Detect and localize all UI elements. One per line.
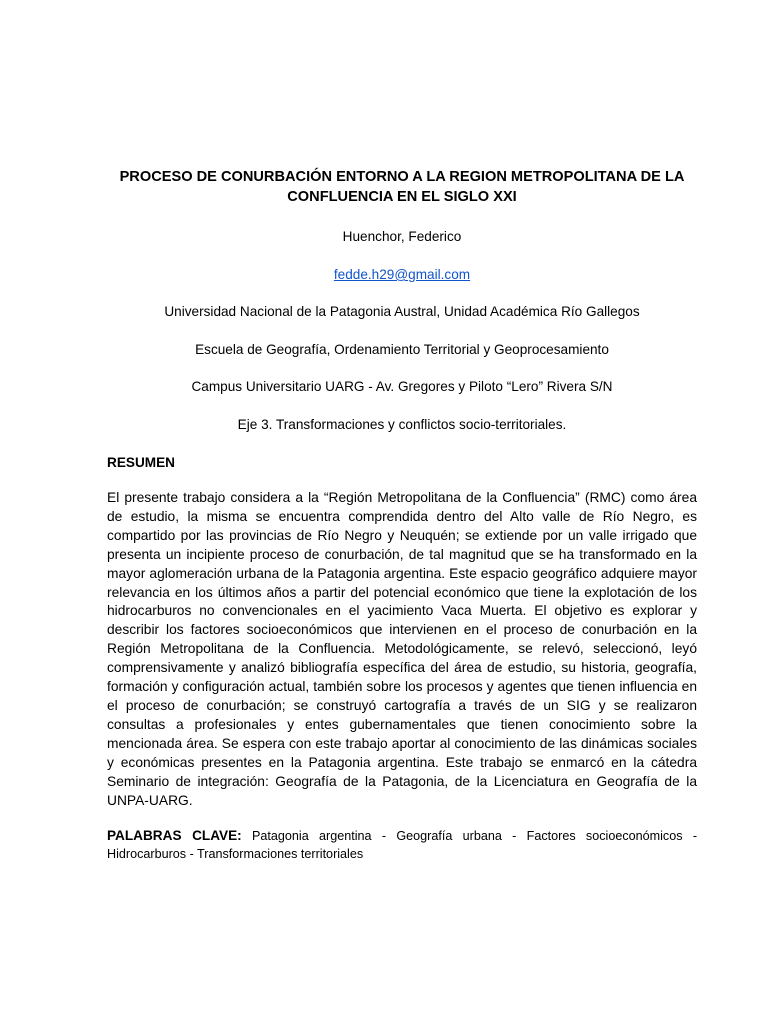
abstract-body: El presente trabajo considera a la “Región Metropolitana de la Confluencia” (RMC) como área de estudio, la misma se encuentra comprendida dentro del Alto valle de Río Negro, es compartido por las provincias de Río Negro y Neuquén; se extiende por un valle irrigado que presenta un incipiente proceso de conurbación, de tal magnitud que se ha transformado en la mayor aglomeración urbana de la Patagonia argentina. Este espacio geográfico adquiere mayor relevancia en los últimos años a partir del potencial económico que tiene la explotación de los hidrocarburos no convencionales en el yacimiento Vaca Muerta. El objetivo es explorar y describir los factores socioeconómicos que intervienen en el proceso de conurbación en la Región Metropolitana de la Confluencia. Metodológicamente, se relevó, seleccionó, leyó comprensivamente y analizó bibliografía específica del área de estudio, su historia, geografía, formación y configuración actual, también sobre los procesos y agentes que tienen influencia en el proceso de conurbación; se construyó cartografía a través de un SIG y se realizaron consultas a profesionales y entes gubernamentales que tienen conocimiento sobre la mencionada área. Se espera con este trabajo aportar al conocimiento de las dinámicas sociales y económicas presentes en la Patagonia argentina. Este trabajo se enmarcó en la cátedra Seminario de integración: Geografía de la Patagonia, de la Licenciatura en Geografía de la UNPA-UARG.	[107, 490, 697, 808]
paper-title: PROCESO DE CONURBACIÓN ENTORNO A LA REGION METROPOLITANA DE LA CONFLUENCIA EN EL SIGLO XXI	[119, 169, 685, 205]
author-email-link[interactable]: fedde.h29@gmail.com	[333, 267, 471, 282]
author-email-line	[107, 266, 697, 284]
thematic-axis: Eje 3. Transformaciones y conflictos socio-territoriales.	[237, 417, 567, 432]
affiliation-school: Escuela de Geografía, Ordenamiento Territorial y Geoprocesamiento	[195, 342, 609, 357]
affiliation-university: Universidad Nacional de la Patagonia Austral, Unidad Académica Río Gallegos	[164, 304, 640, 319]
affiliation-campus: Campus Universitario UARG - Av. Gregores y Piloto “Lero” Rivera S/N	[191, 379, 613, 394]
keywords-label: PALABRAS CLAVE:	[107, 828, 242, 843]
author-name: Huenchor, Federico	[342, 229, 462, 244]
abstract-heading: RESUMEN	[107, 455, 175, 470]
keywords-list: Patagonia argentina - Geografía urbana - Factores socioeconómicos - Hidrocarburos - Transformaciones territoriales	[107, 829, 698, 861]
keywords-paragraph	[107, 827, 697, 863]
